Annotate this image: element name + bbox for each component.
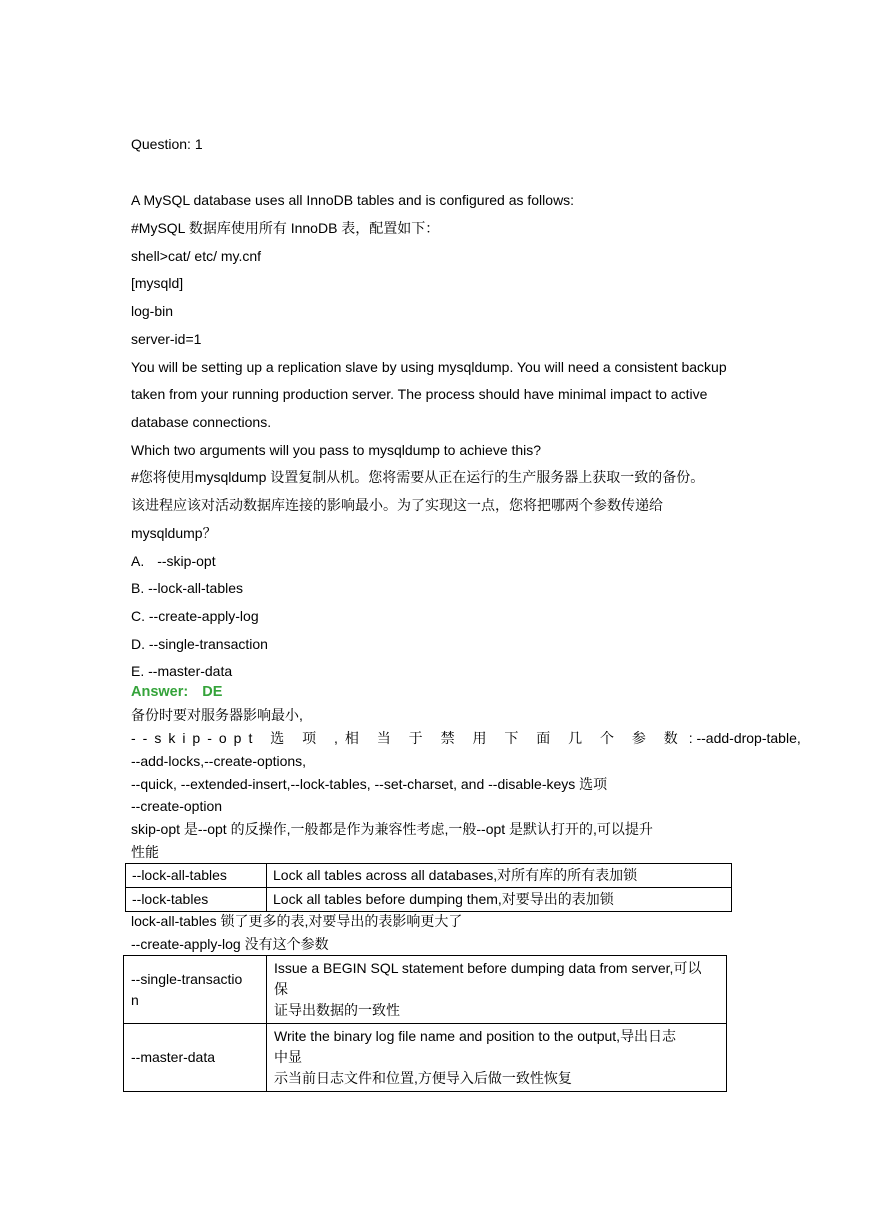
table-cell-text: 保 — [274, 981, 288, 997]
config-line: log-bin — [131, 303, 174, 319]
body-en-line: You will be setting up a replication slave by using mysqldump. You will need a consistent backup — [131, 359, 727, 375]
table-row — [124, 956, 727, 1024]
option-a-letter: A. — [131, 553, 145, 569]
table-cell-text: Write the binary log file name and position to the output,导出日志 — [274, 1028, 677, 1044]
explanation-line: --add-locks,--create-options, — [131, 753, 307, 769]
table-cell-name: --lock-tables — [126, 888, 267, 912]
config-line: [mysqld] — [131, 275, 184, 291]
table-cell-desc: Lock all tables across all databases,对所有库的所有表加锁 — [267, 864, 732, 888]
intro-zh: #MySQL 数据库使用所有 InnoDB 表，配置如下： — [131, 220, 440, 236]
table-cell-name: --lock-all-tables — [126, 864, 267, 888]
body-zh-line: 该进程应该对活动数据库连接的影响最小。为了实现这一点，您将把哪两个参数传递给 — [131, 497, 663, 513]
table-cell-desc: Lock all tables before dumping them,对要导出的表加锁 — [267, 888, 732, 912]
answer-options-table — [123, 955, 727, 1092]
explanation-line: --quick, --extended-insert,--lock-tables, --set-charset, and --disable-keys 选项 — [131, 776, 608, 792]
answer — [131, 683, 222, 701]
explanation-line: 性能 — [131, 844, 159, 860]
table-cell-text: 示当前日志文件和位置,方便导入后做一致性恢复 — [274, 1070, 572, 1086]
table-cell-name — [124, 956, 267, 1024]
explanation-line: --create-apply-log 没有这个参数 — [131, 936, 329, 952]
option-d: D. --single-transaction — [131, 636, 268, 652]
explanation-line: skip-opt 是--opt 的反操作,一般都是作为兼容性考虑,一般--opt 是默认打开的,可以提升 — [131, 821, 653, 837]
option-a — [131, 552, 216, 570]
table-cell-desc — [267, 1024, 727, 1092]
table-row — [126, 888, 732, 912]
body-en-line: Which two arguments will you pass to mysqldump to achieve this? — [131, 442, 542, 458]
explanation-line: lock-all-tables 锁了更多的表,对要导出的表影响更大了 — [131, 913, 463, 929]
table-cell-text: n — [131, 991, 139, 1008]
table-cell-text: 证导出数据的一致性 — [274, 1002, 400, 1018]
explanation-spaced-text: --skip-opt 选 项 ,相 当 于 禁 用 下 面 几 个 参 数 — [131, 730, 685, 746]
lock-options-table — [125, 863, 732, 912]
table-cell-name: --master-data — [124, 1024, 267, 1092]
config-line: shell>cat/ etc/ my.cnf — [131, 248, 262, 264]
body-zh-line: mysqldump？ — [131, 525, 217, 541]
body-en-line: taken from your running production server. The process should have minimal impact to active — [131, 386, 708, 402]
table-cell-text: Issue a BEGIN SQL statement before dumping data from server,可以 — [274, 960, 702, 976]
option-e: E. --master-data — [131, 663, 233, 679]
table-row — [124, 1024, 727, 1092]
option-c: C. --create-apply-log — [131, 608, 259, 624]
config-line: server-id=1 — [131, 331, 202, 347]
option-a-text: --skip-opt — [157, 553, 216, 569]
table-cell-text: --single-transactio — [131, 970, 243, 987]
body-en-line: database connections. — [131, 414, 272, 430]
answer-value: DE — [202, 684, 223, 700]
explanation-line: --create-option — [131, 798, 223, 814]
explanation-text: : --add-drop-table, — [684, 730, 801, 746]
explanation-line: 备份时要对服务器影响最小, — [131, 707, 303, 723]
question-title: Question: 1 — [131, 136, 203, 152]
answer-label: Answer: — [131, 684, 189, 700]
intro-en: A MySQL database uses all InnoDB tables and is configured as follows: — [131, 192, 575, 208]
explanation-line — [131, 729, 801, 747]
body-zh-line: #您将使用mysqldump 设置复制从机。您将需要从正在运行的生产服务器上获取一致的备份。 — [131, 469, 705, 485]
table-cell-desc — [267, 956, 727, 1024]
table-row — [126, 864, 732, 888]
table-cell-text: 中显 — [274, 1049, 302, 1065]
option-b: B. --lock-all-tables — [131, 580, 244, 596]
